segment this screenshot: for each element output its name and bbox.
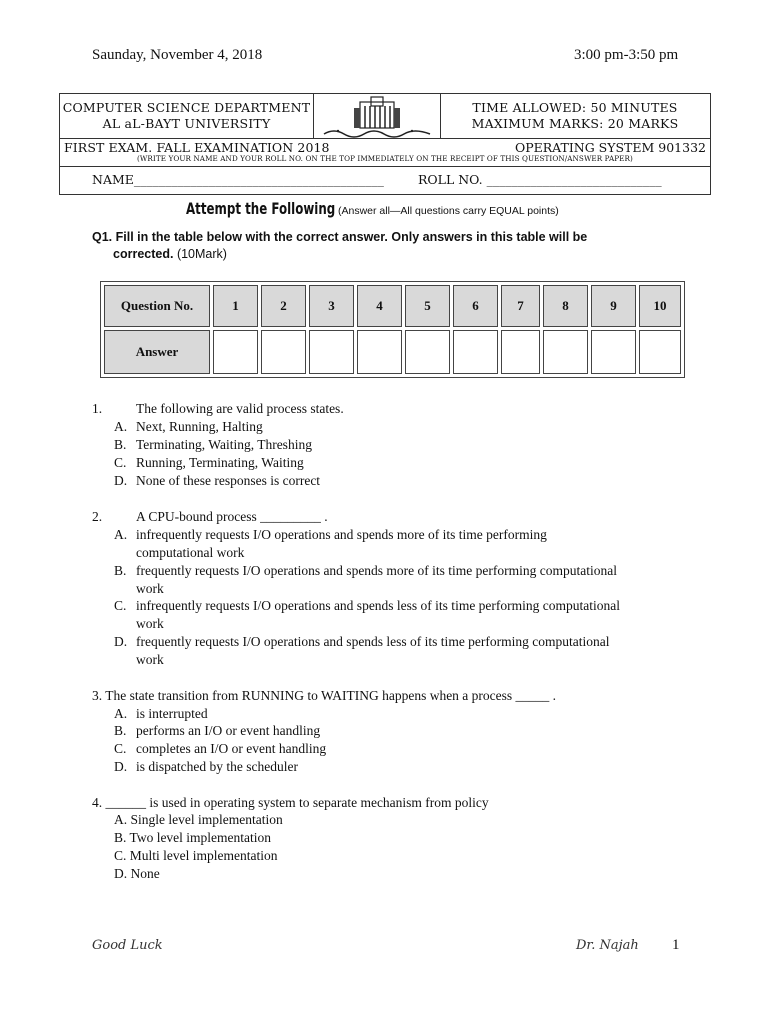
- university-logo-icon: [314, 94, 440, 138]
- exam-title: FIRST EXAM. FALL EXAMINATION 2018: [64, 140, 330, 155]
- roll-label: ROLL NO.: [418, 172, 487, 187]
- name-label: NAME: [92, 172, 134, 187]
- university-logo: [314, 94, 441, 138]
- option-text: completes an I/O or event handling: [136, 741, 327, 756]
- university-name: AL aL-BAYT UNIVERSITY: [102, 116, 271, 131]
- option-letter: A.: [114, 706, 128, 721]
- answer-cell[interactable]: [309, 330, 354, 374]
- option-text: D. None: [114, 866, 160, 881]
- answer-cell[interactable]: [639, 330, 681, 374]
- question-number-cell: 4: [357, 285, 402, 327]
- exam-date: Saunday, November 4, 2018: [92, 47, 263, 63]
- option-text-continued: computational work: [136, 545, 245, 560]
- option-text: frequently requests I/O operations and spends more of its time performing computational: [136, 563, 618, 578]
- question-number-cell: 10: [639, 285, 681, 327]
- question-2-number: 2.: [92, 509, 103, 524]
- question-number-cell: 1: [213, 285, 258, 327]
- option-text: frequently requests I/O operations and spends less of its time performing computational: [136, 634, 610, 649]
- option-letter: C.: [114, 741, 127, 756]
- answer-cell[interactable]: [357, 330, 402, 374]
- answer-cell[interactable]: [405, 330, 450, 374]
- header-row-2: [60, 138, 710, 167]
- name-field[interactable]: NAME________________________________________: [92, 172, 384, 187]
- option-letter: D.: [114, 634, 128, 649]
- answer-cell[interactable]: [543, 330, 588, 374]
- answer-cell[interactable]: [213, 330, 258, 374]
- department-cell: [60, 94, 314, 138]
- question-4-text: 4. ______ is used in operating system to separate mechanism from policy: [92, 795, 489, 810]
- question-no-header: Question No.: [104, 285, 210, 327]
- header-row-3: [60, 166, 710, 194]
- course-name: OPERATING SYSTEM 901332: [514, 140, 706, 155]
- q1-line-2: corrected.: [113, 247, 174, 261]
- answer-header: Answer: [104, 330, 210, 374]
- option-letter: B.: [114, 563, 127, 578]
- option-text: A. Single level implementation: [114, 812, 283, 827]
- question-3-text: 3. The state transition from RUNNING to WAITING happens when a process _____ .: [92, 688, 557, 703]
- option-text: is dispatched by the scheduler: [136, 759, 298, 774]
- question-number-cell: 9: [591, 285, 636, 327]
- answer-cell[interactable]: [453, 330, 498, 374]
- option-text: B. Two level implementation: [114, 830, 272, 845]
- answer-cell[interactable]: [501, 330, 540, 374]
- question-number-cell: 8: [543, 285, 588, 327]
- q1-line-1: Q1. Fill in the table below with the correct answer. Only answers in this table will be: [92, 230, 588, 244]
- option-text-continued: work: [136, 652, 164, 667]
- answer-cell[interactable]: [261, 330, 306, 374]
- q1-instruction: [92, 229, 652, 263]
- question-number-cell: 3: [309, 285, 354, 327]
- option-letter: C.: [114, 455, 127, 470]
- option-text: Terminating, Waiting, Threshing: [136, 437, 312, 452]
- option-letter: D.: [114, 759, 128, 774]
- maximum-marks: MAXIMUM MARKS: 20 MARKS: [471, 116, 679, 131]
- question-number-cell: 7: [501, 285, 540, 327]
- q1-marks: (10Mark): [176, 247, 227, 261]
- option-letter: B.: [114, 723, 127, 738]
- option-text: performs an I/O or event handling: [136, 723, 321, 738]
- exam-header-box: [59, 93, 711, 195]
- department-name: COMPUTER SCIENCE DEPARTMENT: [62, 100, 311, 115]
- option-text-continued: work: [136, 581, 164, 596]
- attempt-heading: [186, 199, 559, 219]
- exam-info-cell: [440, 94, 710, 138]
- exam-time: 3:00 pm-3:50 pm: [574, 47, 679, 63]
- option-text: infrequently requests I/O operations and spends less of its time performing computational: [136, 598, 621, 613]
- option-text: Running, Terminating, Waiting: [136, 455, 304, 470]
- footer-good-luck: Good Luck: [92, 938, 163, 953]
- option-letter: C.: [114, 598, 127, 613]
- answer-table: [100, 281, 685, 378]
- question-number-cell: 2: [261, 285, 306, 327]
- option-text: None of these responses is correct: [136, 473, 321, 488]
- option-letter: D.: [114, 473, 128, 488]
- question-number-row: [104, 285, 681, 327]
- option-text: Next, Running, Halting: [136, 419, 263, 434]
- question-1-text: The following are valid process states.: [136, 401, 344, 416]
- attempt-note: (Answer all—All questions carry EQUAL points): [338, 205, 559, 217]
- header-row-1: [60, 94, 710, 139]
- question-2-text: A CPU-bound process _________ .: [136, 509, 328, 524]
- option-text: C. Multi level implementation: [114, 848, 278, 863]
- option-text: is interrupted: [136, 706, 208, 721]
- exam-instruction: (WRITE YOUR NAME AND YOUR ROLL NO. ON THE TOP IMMEDIATELY ON THE RECEIPT OF THIS QUESTION/ANSWER PAPER): [137, 154, 633, 163]
- option-text-continued: work: [136, 616, 164, 631]
- question-1-number: 1.: [92, 401, 103, 416]
- page-number: 1: [672, 937, 680, 953]
- option-letter: A.: [114, 527, 128, 542]
- time-allowed: TIME ALLOWED: 50 MINUTES: [472, 100, 678, 115]
- question-number-cell: 5: [405, 285, 450, 327]
- answer-cell[interactable]: [591, 330, 636, 374]
- answer-row: [104, 330, 681, 374]
- footer-author: Dr. Najah: [576, 938, 639, 953]
- roll-number-field[interactable]: ROLL NO. ____________________________: [418, 172, 662, 187]
- question-number-cell: 6: [453, 285, 498, 327]
- option-letter: B.: [114, 437, 127, 452]
- attempt-title: Attempt the Following: [186, 199, 336, 218]
- option-text: infrequently requests I/O operations and spends more of its time performing: [136, 527, 547, 542]
- option-letter: A.: [114, 419, 128, 434]
